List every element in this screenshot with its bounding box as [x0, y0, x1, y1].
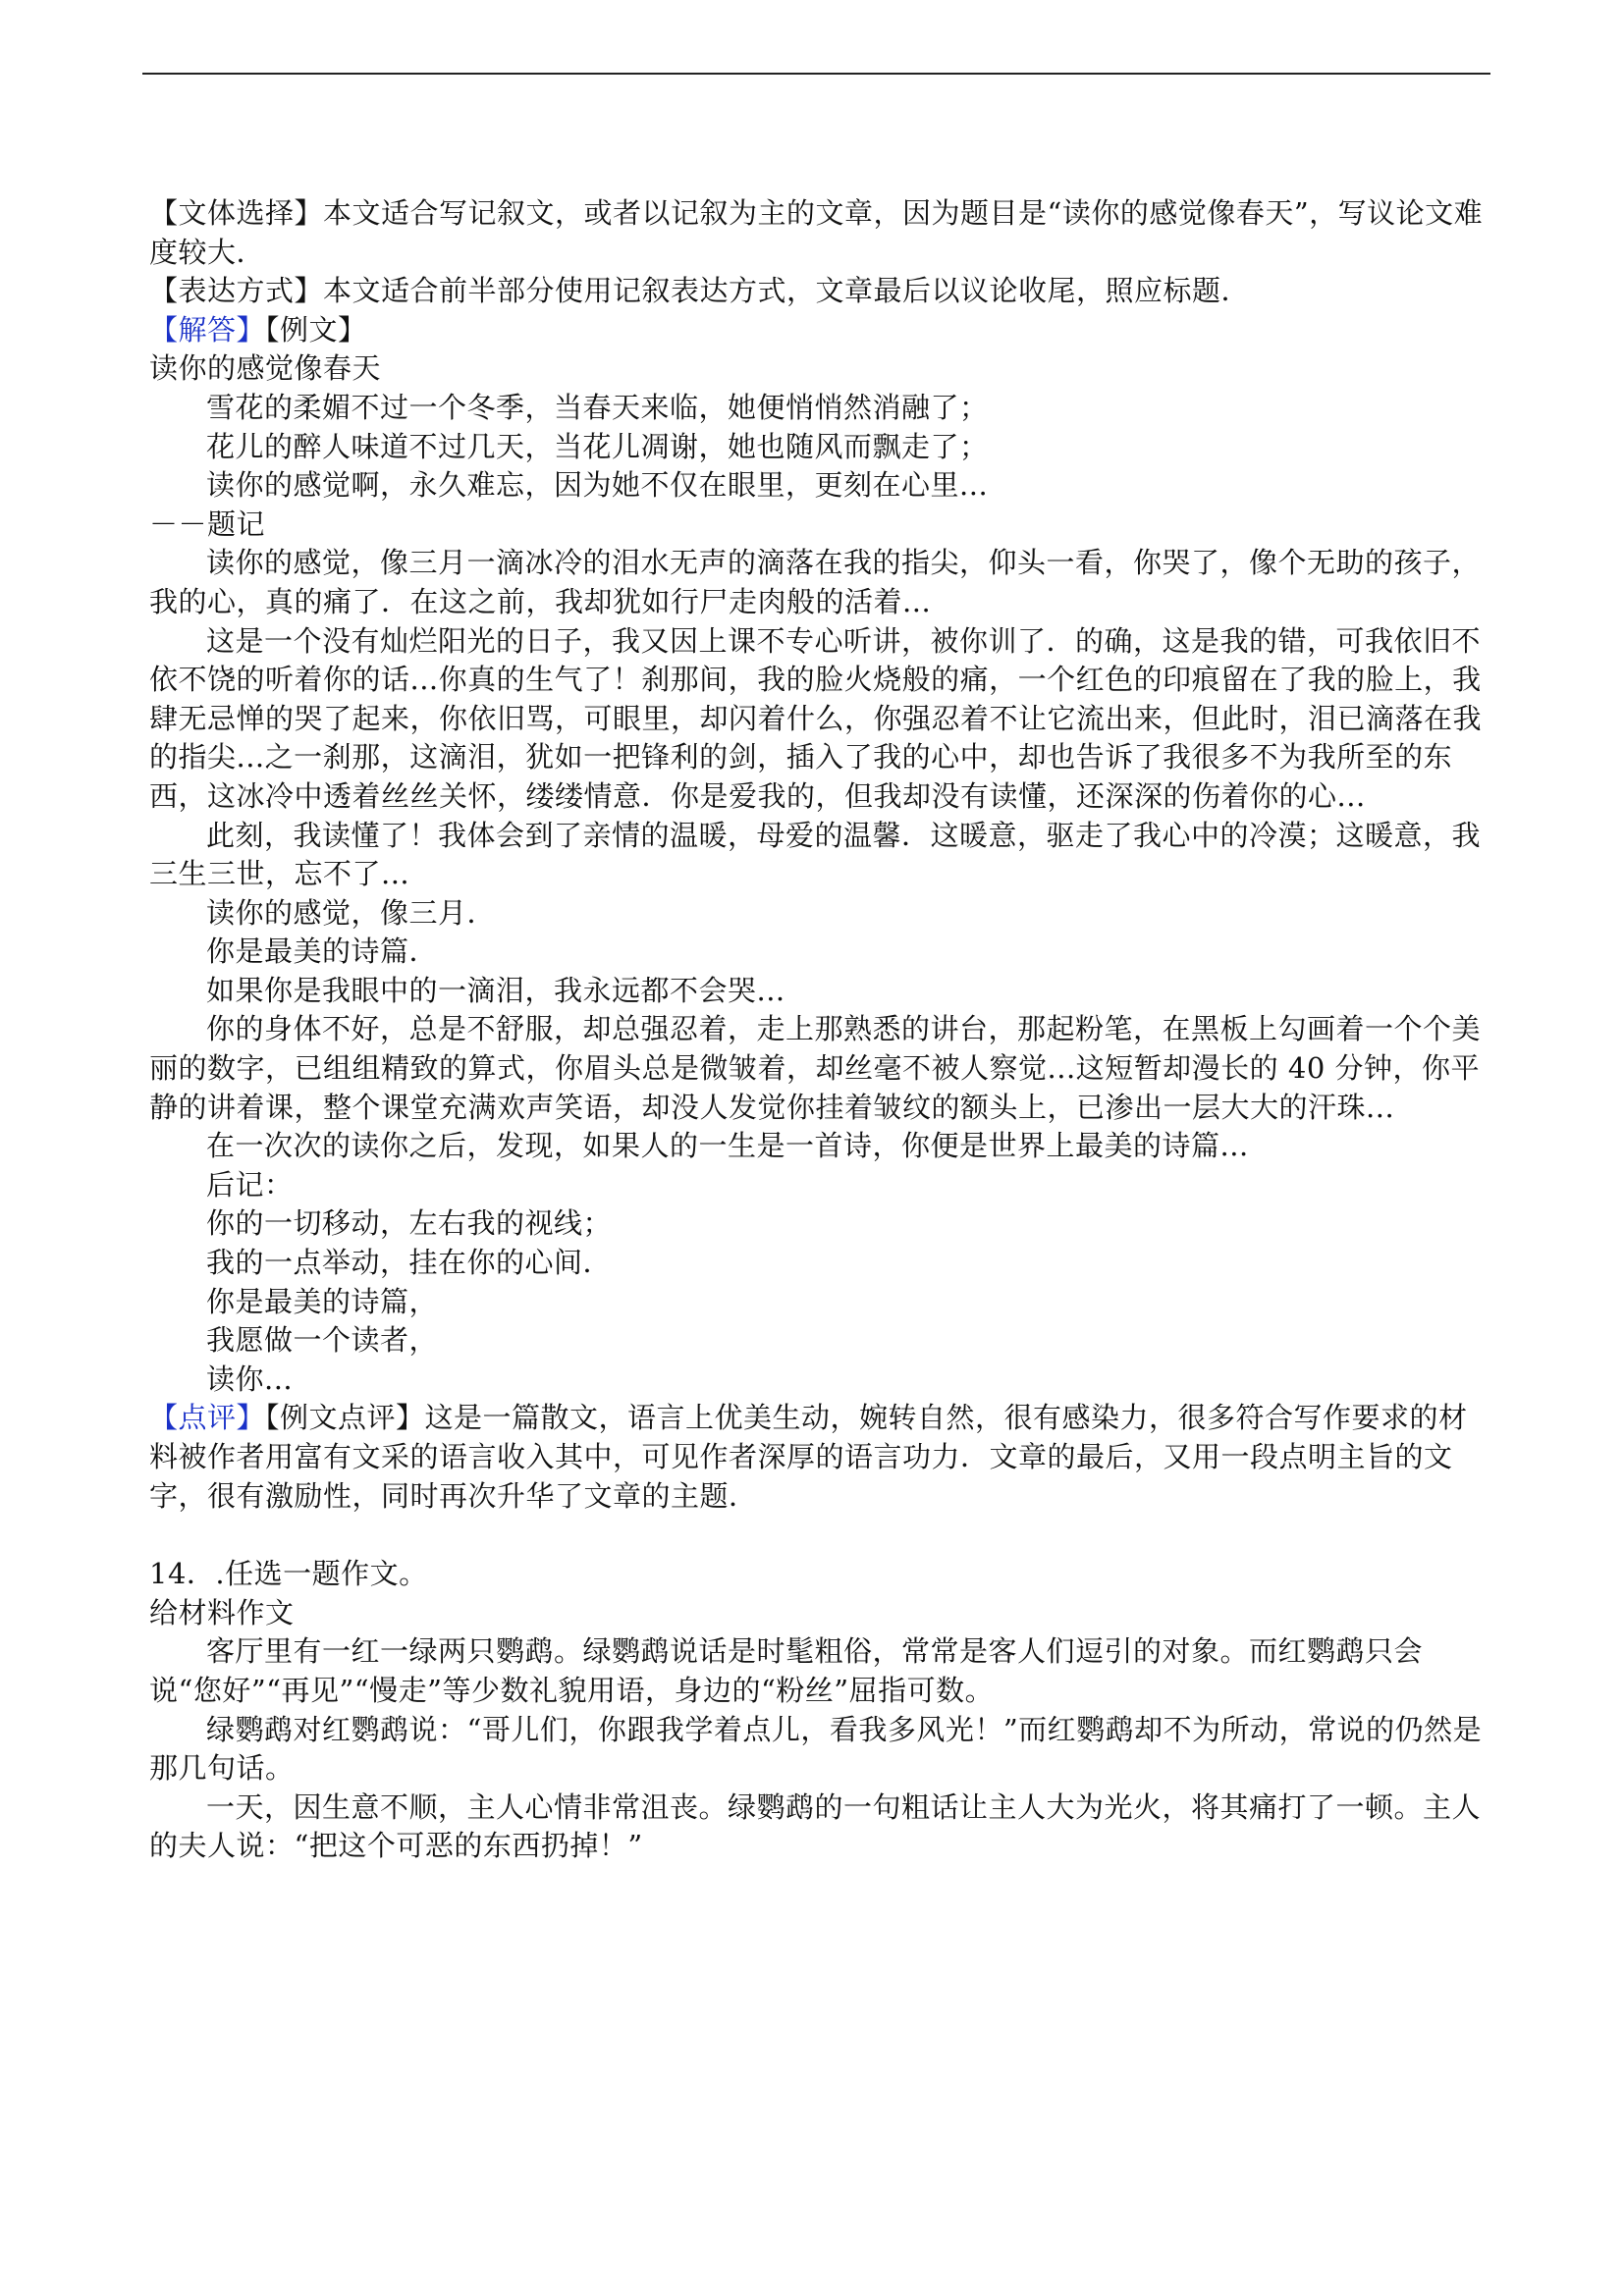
answer-label: 【解答】	[149, 312, 266, 347]
essay-paragraph: 你的身体不好，总是不舒服，却总强忍着，走上那熟悉的讲台，那起粉笔，在黑板上勾画着一个个美丽的数字，已组组精致的算式，你眉头总是微皱着，却丝毫不被人察觉...这短暂却漫长的 40 分钟，你平静的讲着课，整个课堂充满欢声笑语，却没人发觉你挂着皱纹的额头上，已渗出一层大大的汗珠...	[149, 1012, 1482, 1124]
essay-paragraph: 这是一个没有灿烂阳光的日子，我又因上课不专心听讲，被你训了．的确，这是我的错，可我依旧不依不饶的听着你的话...你真的生气了！刹那间，我的脸火烧般的痛，一个红色的印痕留在了我的脸上，我肆无忌惮的哭了起来，你依旧骂，可眼里，却闪着什么，你强忍着不让它流出来，但此时，泪已滴落在我的指尖...之一刹那，这滴泪，犹如一把锋利的剑，插入了我的心中，却也告诉了我很多不为我所至的东西，这冰冷中透着丝丝关怀，缕缕情意．你是爱我的，但我却没有读懂，还深深的伤着你的心...	[149, 623, 1483, 813]
question-prompt: .任选一题作文。	[215, 1557, 428, 1591]
material-paragraph: 一天，因生意不顺，主人心情非常沮丧。绿鹦鹉的一句粗话让主人大为光火，将其痛打了一顿。主人的夫人说：“把这个可恶的东西扔掉！”	[149, 1789, 1482, 1863]
review-sub-label: 【例文点评】	[265, 1401, 425, 1435]
essay-paragraph: 读你的感觉，像三月一滴冰冷的泪水无声的滴落在我的指尖，仰头一看，你哭了，像个无助的孩子，我的心，真的痛了．在这之前，我却犹如行尸走肉般的活着...	[149, 546, 1482, 618]
essay-paragraph: 读你的感觉啊，永久难忘，因为她不仅在眼里，更刻在心里...	[206, 468, 989, 503]
answer-heading	[149, 311, 1485, 350]
question-type: 给材料作文	[149, 1595, 295, 1629]
essay-inscription: －－题记	[149, 507, 266, 541]
review-label: 【点评】	[149, 1401, 266, 1435]
header-rule	[142, 73, 1490, 75]
review-text: 这是一篇散文，语言上优美生动，婉转自然，很有感染力，很多符合写作要求的材料被作者用富有文采的语言收入其中，可见作者深厚的语言功力．文章的最后，又用一段点明主旨的文字，很有激励性，同时再次升华了文章的主题．	[149, 1401, 1468, 1513]
essay-paragraph: 你是最美的诗篇．	[206, 934, 439, 969]
material-paragraph: 绿鹦鹉对红鹦鹉说：“哥儿们，你跟我学着点儿，看我多风光！”而红鹦鹉却不为所动，常说的仍然是那几句话。	[149, 1712, 1483, 1786]
essay-paragraph: 在一次次的读你之后，发现，如果人的一生是一首诗，你便是世界上最美的诗篇...	[206, 1129, 1249, 1163]
essay-paragraph: 花儿的醉人味道不过几天，当花儿凋谢，她也随风而飘走了；	[206, 429, 989, 463]
essay-paragraph: 读你的感觉，像三月．	[206, 895, 497, 930]
essay-paragraph: 如果你是我眼中的一滴泪，我永远都不会哭...	[206, 973, 785, 1007]
essay-paragraph: 我的一点举动，挂在你的心间．	[206, 1246, 613, 1280]
essay-paragraph: 后记：	[206, 1167, 294, 1201]
essay-title: 读你的感觉像春天	[149, 351, 382, 386]
material-paragraph: 客厅里有一红一绿两只鹦鹉。绿鹦鹉说话是时髦粗俗，常常是客人们逗引的对象。而红鹦鹉只会说“您好”“再见”“慢走”等少数礼貌用语，身边的“粉丝”屈指可数。	[149, 1634, 1424, 1707]
essay-paragraph: 此刻，我读懂了！我体会到了亲情的温暖，母爱的温馨．这暖意，驱走了我心中的冷漠；这暖意，我三生三世，忘不了...	[149, 818, 1482, 891]
expression-label: 【表达方式】	[149, 274, 324, 308]
question-number: 14．	[149, 1557, 216, 1591]
genre-text: 本文适合写记叙文，或者以记叙为主的文章，因为题目是“读你的感觉像春天”，写议论文难度较大．	[149, 196, 1484, 269]
essay-paragraph: 你是最美的诗篇，	[206, 1284, 439, 1318]
genre-label: 【文体选择】	[149, 196, 324, 230]
genre-selection	[149, 194, 1485, 272]
essay-paragraph: 读你...	[206, 1362, 294, 1396]
expression-method	[149, 272, 1485, 311]
example-label: 【例文】	[265, 312, 367, 347]
section-gap	[149, 1516, 1485, 1555]
question-14	[149, 1555, 1485, 1594]
review-paragraph	[149, 1399, 1485, 1516]
expression-text: 本文适合前半部分使用记叙表达方式，文章最后以议论收尾，照应标题．	[323, 274, 1251, 308]
essay-paragraph: 你的一切移动，左右我的视线；	[206, 1206, 613, 1241]
document-body	[149, 194, 1485, 1866]
essay-paragraph: 雪花的柔媚不过一个冬季，当春天来临，她便悄悄然消融了；	[206, 390, 989, 424]
essay-paragraph: 我愿做一个读者，	[206, 1323, 439, 1358]
